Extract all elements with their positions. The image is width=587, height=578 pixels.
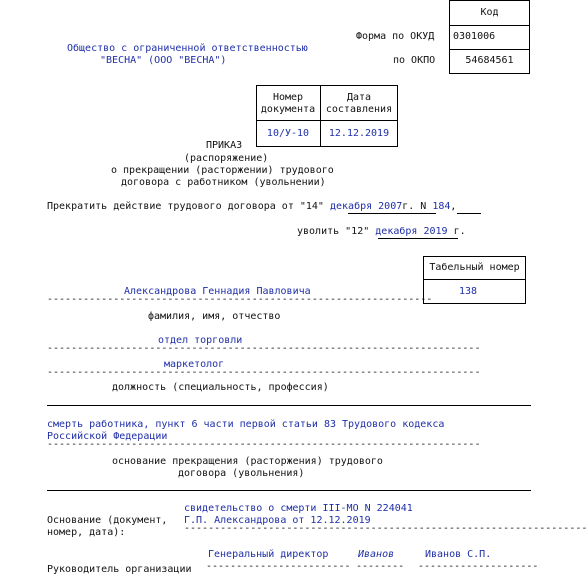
contract-number-underline: [457, 213, 481, 214]
basis-line1: смерть работника, пункт 6 части первой статьи 83 Трудового кодекса: [47, 419, 445, 430]
head-name: Иванов С.П.: [425, 549, 492, 560]
document-line: -------------------------------------------------------------------: [184, 523, 587, 534]
doc-date-header: Дата составления: [325, 92, 393, 115]
separator-2: [47, 490, 531, 491]
employee-position: маркетолог: [164, 359, 225, 370]
contract-date: декабря 2007: [329, 201, 403, 212]
document-value2: Г.П. Александрова от 12.12.2019: [184, 515, 371, 526]
title-line2: (распоряжение): [184, 153, 269, 164]
terminate-comma: ,: [450, 201, 457, 212]
position-caption: должность (специальность, профессия): [112, 382, 329, 393]
head-signature-line: --------: [356, 561, 405, 572]
employee-name: Александрова Геннадия Павловича: [124, 286, 311, 297]
doc-date-value: 12.12.2019: [328, 128, 390, 139]
codes-header: Код: [480, 7, 499, 18]
codes-divider-2: [449, 49, 530, 50]
department-line: ------------------------------------------------------------------------: [47, 343, 481, 354]
terminate-suffix: г. N: [402, 201, 427, 212]
basis-line2: Российской Федерации: [47, 431, 168, 442]
okud-value: 0301006: [453, 31, 496, 42]
head-signature: Иванов: [358, 549, 395, 560]
basis-caption1: основание прекращения (расторжения) трудового: [112, 456, 383, 467]
dismiss-suffix: г.: [453, 226, 466, 237]
employee-name-caption: фамилия, имя, отчество: [148, 311, 281, 322]
okud-label: Форма по ОКУД: [356, 31, 435, 42]
employee-department: отдел торговли: [158, 335, 243, 346]
okpo-value: 54684561: [465, 55, 514, 66]
contract-date-underline: [348, 213, 436, 214]
head-name-line: --------------------: [418, 561, 539, 572]
codes-divider-1: [449, 25, 530, 26]
doc-number-value: 10/У-10: [266, 128, 310, 139]
dismiss-date-underline: [378, 238, 458, 239]
org-name-line1: Общество с ограниченной ответственностью: [67, 43, 308, 54]
separator-1: [47, 405, 531, 406]
doc-table-hdivider: [256, 120, 398, 121]
okpo-label: по ОКПО: [393, 55, 436, 66]
head-position-line: ------------------------: [206, 561, 351, 572]
tabel-value: 138: [458, 286, 478, 297]
contract-number: 184: [432, 201, 451, 212]
title-line1: ПРИКАЗ: [206, 140, 243, 151]
head-label: Руководитель организации: [47, 564, 192, 575]
org-name-line2: "ВЕСНА" (ООО "ВЕСНА"): [100, 55, 227, 66]
document-value1: свидетельство о смерти III-МО N 224041: [184, 503, 413, 514]
basis-line: ------------------------------------------------------------------------: [47, 439, 481, 450]
dismiss-date: декабря 2019: [375, 226, 448, 237]
tabel-header: Табельный номер: [429, 262, 520, 273]
terminate-line: [47, 201, 456, 213]
employee-name-line: ----------------------------------------------------------------: [47, 294, 433, 305]
document-label1: Основание (документ,: [47, 515, 168, 526]
dismiss-prefix: уволить "12": [297, 226, 370, 237]
head-position: Генеральный директор: [208, 549, 329, 560]
terminate-prefix: Прекратить действие трудового договора от "14": [47, 201, 324, 212]
tabel-divider: [423, 279, 526, 280]
title-line3: о прекращении (расторжении) трудового: [111, 165, 334, 176]
document-label2: номер, дата):: [47, 527, 126, 538]
doc-number-header: Номер документа: [260, 92, 316, 115]
dismiss-line: [297, 226, 466, 238]
position-line: ------------------------------------------------------------------------: [47, 367, 481, 378]
title-line4: договора с работником (увольнении): [121, 177, 326, 188]
basis-caption2: договора (увольнения): [178, 468, 305, 479]
